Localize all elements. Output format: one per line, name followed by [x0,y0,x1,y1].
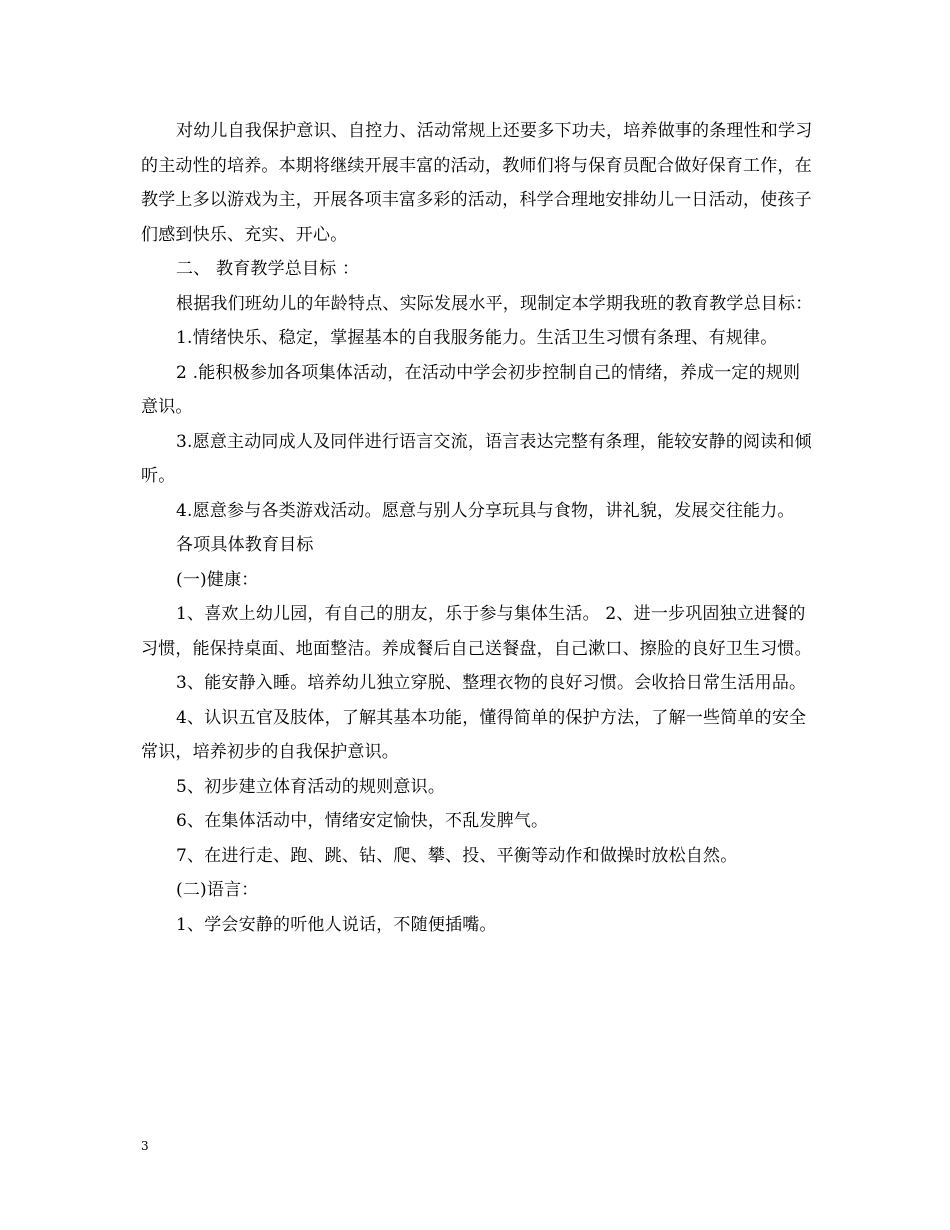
health-item-7: 7、在进行走、跑、跳、钻、爬、攀、投、平衡等动作和做操时放松自然。 [176,845,738,866]
health-item-3: 3、能安静入睡。培养幼儿独立穿脱、整理衣物的良好习惯。会收拾日常生活用品。 [176,673,807,693]
health-item-4: 4、认识五官及肢体，了解其基本功能，懂得简单的保护方法，了解一些简单的安全常识，培养初步的自我保护意识。 [141,707,807,762]
page-number: 3 [141,1139,149,1153]
section-heading-specific-goals: 各项具体教育目标 [176,535,314,555]
goal-item-3: 3.愿意主动同成人及同伴进行语言交流，语言表达完整有条理，能较安静的阅读和倾听。 [141,431,812,486]
paragraph-intro: 对幼儿自我保护意识、自控力、活动常规上还要多下功夫，培养做事的条理性和学习的主动性的培养。本期将继续开展丰富的活动，教师们将与保育员配合做好保育工作，在教学上多以游戏为主，开展各项丰富多彩的活动，科学合理地安排幼儿一日活动，使孩子们感到快乐、充实、开心。 [141,121,813,245]
goal-item-2: 2 .能积极参加各项集体活动，在活动中学会初步控制自己的情绪，养成一定的规则意识。 [141,362,801,417]
subsection-heading-health: (一)健康： [176,569,259,590]
goal-item-1: 1.情绪快乐、稳定，掌握基本的自我服务能力。生活卫生习惯有条理、有规律。 [176,328,778,348]
paragraph-goals-intro: 根据我们班幼儿的年龄特点、实际发展水平，现制定本学期我班的教育教学总目标： [176,293,813,314]
goal-item-4: 4.愿意参与各类游戏活动。愿意与别人分享玩具与食物，讲礼貌，发展交往能力。 [176,500,795,521]
health-item-5: 5、初步建立体育活动的规则意识。 [176,776,446,797]
health-item-1-2: 1、喜欢上幼儿园，有自己的朋友，乐于参与集体生活。 2、进一步巩固独立进餐的习惯，能保持桌面、地面整洁。养成餐后自己送餐盘，自己漱口、擦脸的良好卫生习惯。 [141,604,812,659]
health-item-6: 6、在集体活动中，情绪安定愉快，不乱发脾气。 [176,811,549,831]
subsection-heading-language: (二)语言： [176,880,259,900]
section-heading-goals: 二、 教育教学总目标 ： [176,259,360,279]
body-text [141,114,813,942]
language-item-1: 1、学会安静的听他人说话，不随便插嘴。 [176,914,497,935]
